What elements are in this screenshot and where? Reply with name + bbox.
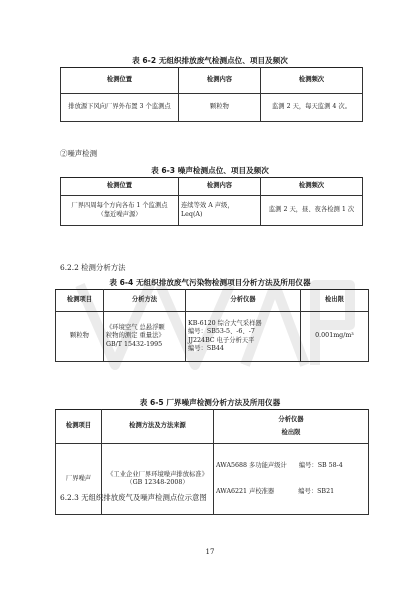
t64-method-line3: GB/T 15432-1995: [106, 340, 163, 348]
t64-instrument-line3: JJ224BC 电子分析天平: [188, 336, 255, 344]
t65-instrument-line2: AWA6221 声校准器 编号：SB21: [216, 487, 335, 495]
t64-cell-item: 颗粒物: [56, 312, 104, 362]
t62-header-frequency: 检测频次: [261, 68, 363, 94]
t65-header-limit: 检出限: [281, 429, 301, 436]
t62-cell-location: 排放源下风向厂界外布置 3 个监测点: [61, 94, 179, 122]
table-6-4-caption: 表 6-4 无组织排放废气污染物检测项目分析方法及所用仪器: [109, 278, 311, 287]
t62-cell-content: 颗粒物: [179, 94, 261, 122]
table-6-3-caption: 表 6-3 噪声检测点位、项目及频次: [151, 166, 269, 175]
t65-header-item: 检测项目: [56, 410, 102, 444]
t65-method-line2: （GB 12348-2008）: [126, 479, 189, 486]
noise-detection-heading: ②噪声检测: [60, 149, 97, 158]
t64-instrument-line2: 编号：SB53-5、-6、-7: [188, 328, 255, 335]
t62-header-content: 检测内容: [179, 68, 261, 94]
t65-cell-method: [102, 444, 214, 515]
t63-cell-frequency: 监测 2 天，昼、夜各检测 1 次: [261, 196, 363, 226]
t63-content-line1: 连续等效 A 声级，: [181, 202, 234, 209]
t65-cell-instrument: [214, 444, 369, 515]
page-number: 17: [205, 548, 215, 556]
t63-header-content: 检测内容: [179, 178, 261, 196]
t64-method-line2: 粒物的测定 重量法》: [106, 332, 165, 340]
t63-header-location: 检测位置: [61, 178, 179, 196]
t65-header-instrument-limit: [214, 410, 369, 444]
t65-instrument-line1: AWA5688 多功能声级计 编号：SB 58-4: [216, 462, 343, 469]
t63-location-line2: （靠近噪声源）: [97, 210, 142, 218]
t62-header-location: 检测位置: [61, 68, 179, 94]
t65-header-method: 检测方法及方法来源: [102, 410, 214, 444]
t63-content-line2: Leq(A): [181, 210, 203, 218]
t63-cell-location: [61, 196, 179, 226]
table-6-4: [55, 289, 369, 362]
t65-header-instrument: 分析仪器: [278, 415, 304, 423]
t64-header-limit: 检出限: [301, 290, 369, 312]
t65-method-line1: 《工业企业厂界环境噪声排放标准》: [107, 470, 208, 478]
t63-header-frequency: 检测频次: [261, 178, 363, 196]
t63-cell-content: [179, 196, 261, 226]
table-6-2: [60, 67, 363, 122]
t64-cell-limit: 0.001mg/m³: [301, 312, 369, 362]
t64-header-instrument: 分析仪器: [186, 290, 301, 312]
section-6-2-3-heading: 6.2.3 无组织排放废气及噪声检测点位示意图: [60, 493, 207, 502]
t65-cell-item: 厂界噪声: [56, 444, 102, 515]
t63-location-line1: 厂界四周每个方向各布 1 个监测点: [71, 202, 168, 209]
t64-method-line1: 《环境空气 总悬浮颗: [106, 323, 165, 331]
t62-cell-frequency: 监测 2 天，每天监测 4 次。: [261, 94, 363, 122]
section-6-2-2-heading: 6.2.2 检测分析方法: [60, 263, 126, 272]
t64-header-method: 分析方法: [104, 290, 186, 312]
t64-instrument-line1: KB-6120 综合大气采样器: [188, 319, 262, 327]
t64-header-item: 检测项目: [56, 290, 104, 312]
t64-cell-method: [104, 312, 186, 362]
table-6-3: [60, 177, 363, 226]
table-6-2-caption: 表 6-2 无组织排放废气检测点位、项目及频次: [132, 56, 288, 65]
t64-instrument-line4: 编号：SB44: [188, 345, 224, 352]
t64-cell-instrument: [186, 312, 301, 362]
table-6-5-caption: 表 6-5 厂界噪声检测分析方法及所用仪器: [139, 398, 281, 407]
